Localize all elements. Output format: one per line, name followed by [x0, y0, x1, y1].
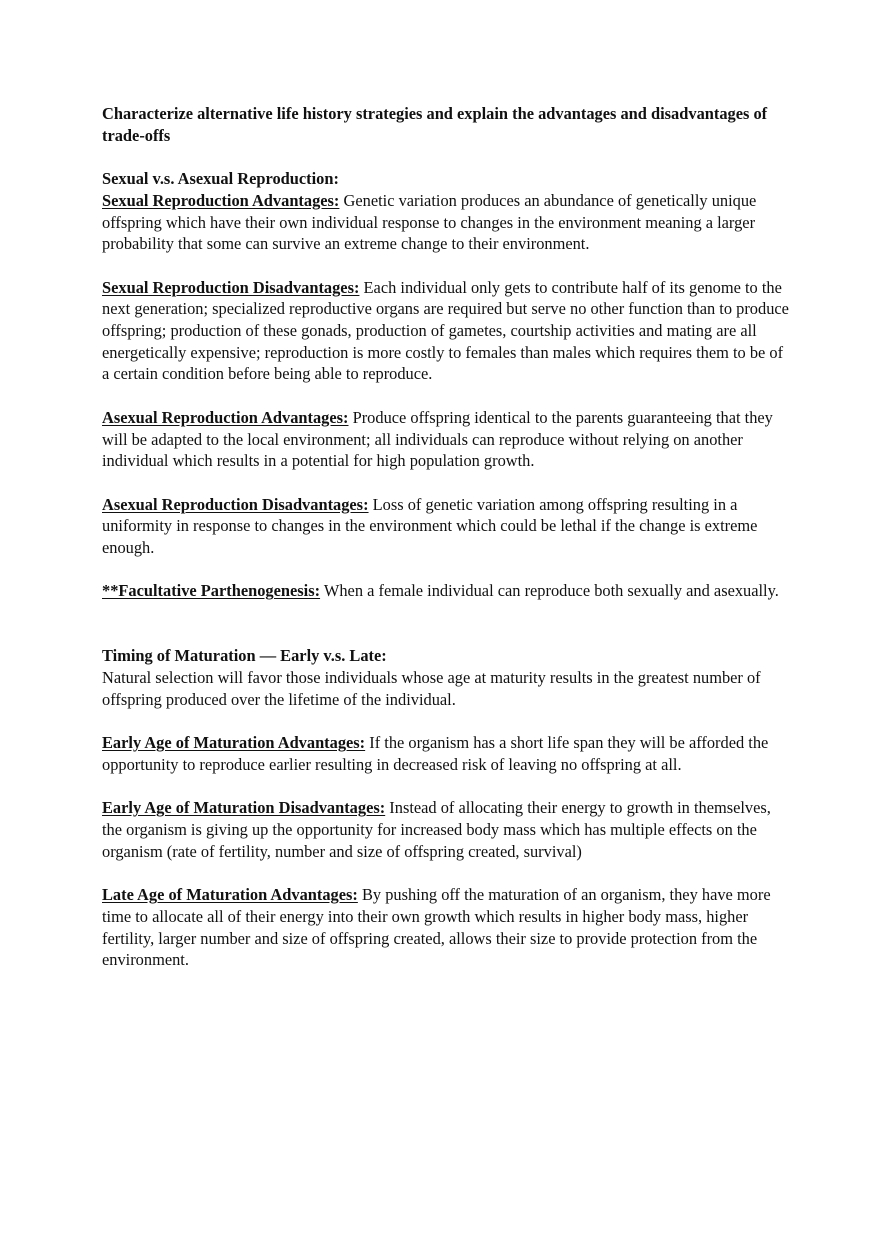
term-text: Loss of genetic variation among offspring resulting in a uniformity in response to changes in the environment which could be lethal if the change is extreme enough.	[102, 494, 758, 557]
spacer	[102, 385, 792, 407]
term-text: If the organism has a short life span they will be afforded the opportunity to reproduce earlier resulting in decreased risk of leaving no offspring at all.	[102, 733, 769, 774]
spacer	[102, 862, 792, 884]
paragraph-early-disadvantages	[102, 797, 792, 862]
term-label: Asexual Reproduction Disadvantages:	[102, 494, 369, 514]
paragraph-facultative-parthenogenesis	[102, 580, 792, 602]
term-label: Sexual Reproduction Advantages:	[102, 190, 340, 210]
term-label: Early Age of Maturation Advantages:	[102, 733, 366, 753]
paragraph-early-advantages	[102, 732, 792, 775]
spacer	[102, 472, 792, 494]
section-heading-maturation: Timing of Maturation — Early v.s. Late:	[102, 646, 387, 666]
section-heading-reproduction: Sexual v.s. Asexual Reproduction:	[102, 169, 339, 189]
document-title: Characterize alternative life history strategies and explain the advantages and disadvantages of trade-offs	[102, 104, 768, 145]
term-label: **Facultative Parthenogenesis:	[102, 581, 321, 601]
term-text: When a female individual can reproduce both sexually and asexually.	[323, 581, 779, 601]
spacer	[102, 776, 792, 798]
paragraph-sexual-advantages	[102, 190, 792, 255]
spacer	[102, 711, 792, 733]
document-page	[102, 103, 792, 971]
term-text: Instead of allocating their energy to growth in themselves, the organism is giving up the opportunity for increased body mass which has multiple effects on the organism (rate of fertility, number and size of offspring created, survival)	[102, 798, 771, 861]
paragraph-maturation-intro: Natural selection will favor those individuals whose age at maturity results in the greatest number of offspring produced over the lifetime of the individual.	[102, 668, 761, 709]
term-text: Each individual only gets to contribute half of its genome to the next generation; specialized reproductive organs are required but serve no other function than to produce offspring; production of these gonads, production of gametes, courtship activities and mating are all energetically expensive; reproduction is more costly to females than males which requires them to be of a certain condition before being able to reproduce.	[102, 277, 789, 384]
spacer	[102, 146, 792, 168]
paragraph-late-advantages	[102, 884, 792, 971]
paragraph-asexual-disadvantages	[102, 494, 792, 559]
paragraph-asexual-advantages	[102, 407, 792, 472]
term-text: Produce offspring identical to the parents guaranteeing that they will be adapted to the local environment; all individuals can reproduce without relying on another individual which results in a potential for high population growth.	[102, 407, 773, 471]
term-label: Late Age of Maturation Advantages:	[102, 885, 358, 905]
spacer	[102, 255, 792, 277]
term-label: Early Age of Maturation Disadvantages:	[102, 798, 386, 818]
spacer	[102, 602, 792, 645]
term-text: Genetic variation produces an abundance of genetically unique offspring which have their own individual response to changes in the environment meaning a larger probability that some can survive an extreme change to their environment.	[102, 190, 757, 254]
term-text: By pushing off the maturation of an organism, they have more time to allocate all of their energy into their own growth which results in higher body mass, higher fertility, larger number and size of offspring created, allows their size to provide protection from the environment.	[102, 885, 771, 970]
spacer	[102, 559, 792, 581]
term-label: Sexual Reproduction Disadvantages:	[102, 277, 360, 297]
paragraph-sexual-disadvantages	[102, 277, 792, 386]
term-label: Asexual Reproduction Advantages:	[102, 407, 349, 427]
